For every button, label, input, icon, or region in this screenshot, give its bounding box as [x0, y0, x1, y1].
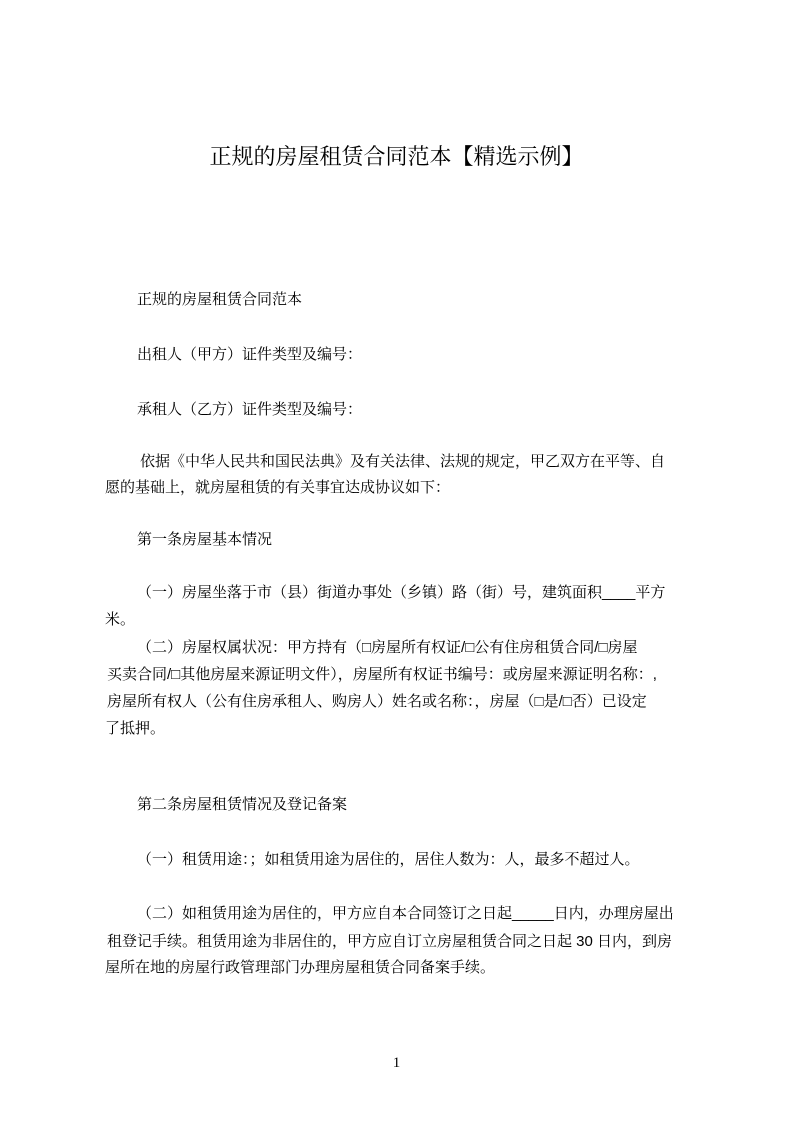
paragraph-line: 正规的房屋租赁合同范本: [137, 291, 303, 308]
paragraph-line: 愿的基础上，就房屋租赁的有关事宜达成协议如下：: [105, 479, 451, 496]
paragraph-line: （二）如租赁用途为居住的，甲方应自本合同签订之日起_____日内，办理房屋出: [137, 905, 674, 922]
paragraph-line: 租登记手续。租赁用途为非居住的，甲方应自订立房屋租赁合同之日起 30 日内，到房: [107, 933, 673, 950]
section-heading: 第二条房屋租赁情况及登记备案: [137, 796, 348, 813]
paragraph-line: 屋所在地的房屋行政管理部门办理房屋租赁合同备案手续。: [105, 959, 496, 976]
paragraph-line: 依据《中华人民共和国民法典》及有关法律、法规的规定，甲乙双方在平等、自: [140, 453, 666, 470]
paragraph-line: 米。: [105, 611, 136, 628]
paragraph-line: （一）房屋坐落于市（县）街道办事处（乡镇）路（街）号，建筑面积____平方: [137, 584, 666, 601]
document-title: 正规的房屋租赁合同范本【精选示例】: [209, 144, 584, 169]
paragraph-line: 承租人（乙方）证件类型及编号：: [137, 401, 363, 418]
paragraph-line: 房屋所有权人（公有住房承租人、购房人）姓名或名称：，房屋（□是/□否）已设定: [107, 693, 647, 710]
section-heading: 第一条房屋基本情况: [137, 531, 273, 548]
paragraph-line: 买卖合同/□其他房屋来源证明文件），房屋所有权证书编号：或房屋来源证明名称：,: [107, 666, 657, 683]
paragraph-line: （一）租赁用途：；如租赁用途为居住的，居住人数为：人，最多不超过人。: [137, 851, 640, 868]
paragraph-line: （二）房屋权属状况：甲方持有（□房屋所有权证/□公有住房租赁合同/□房屋: [137, 639, 638, 656]
paragraph-line: 了抵押。: [105, 720, 166, 737]
page-number: 1: [392, 1055, 401, 1071]
paragraph-line: 出租人（甲方）证件类型及编号：: [137, 346, 363, 363]
